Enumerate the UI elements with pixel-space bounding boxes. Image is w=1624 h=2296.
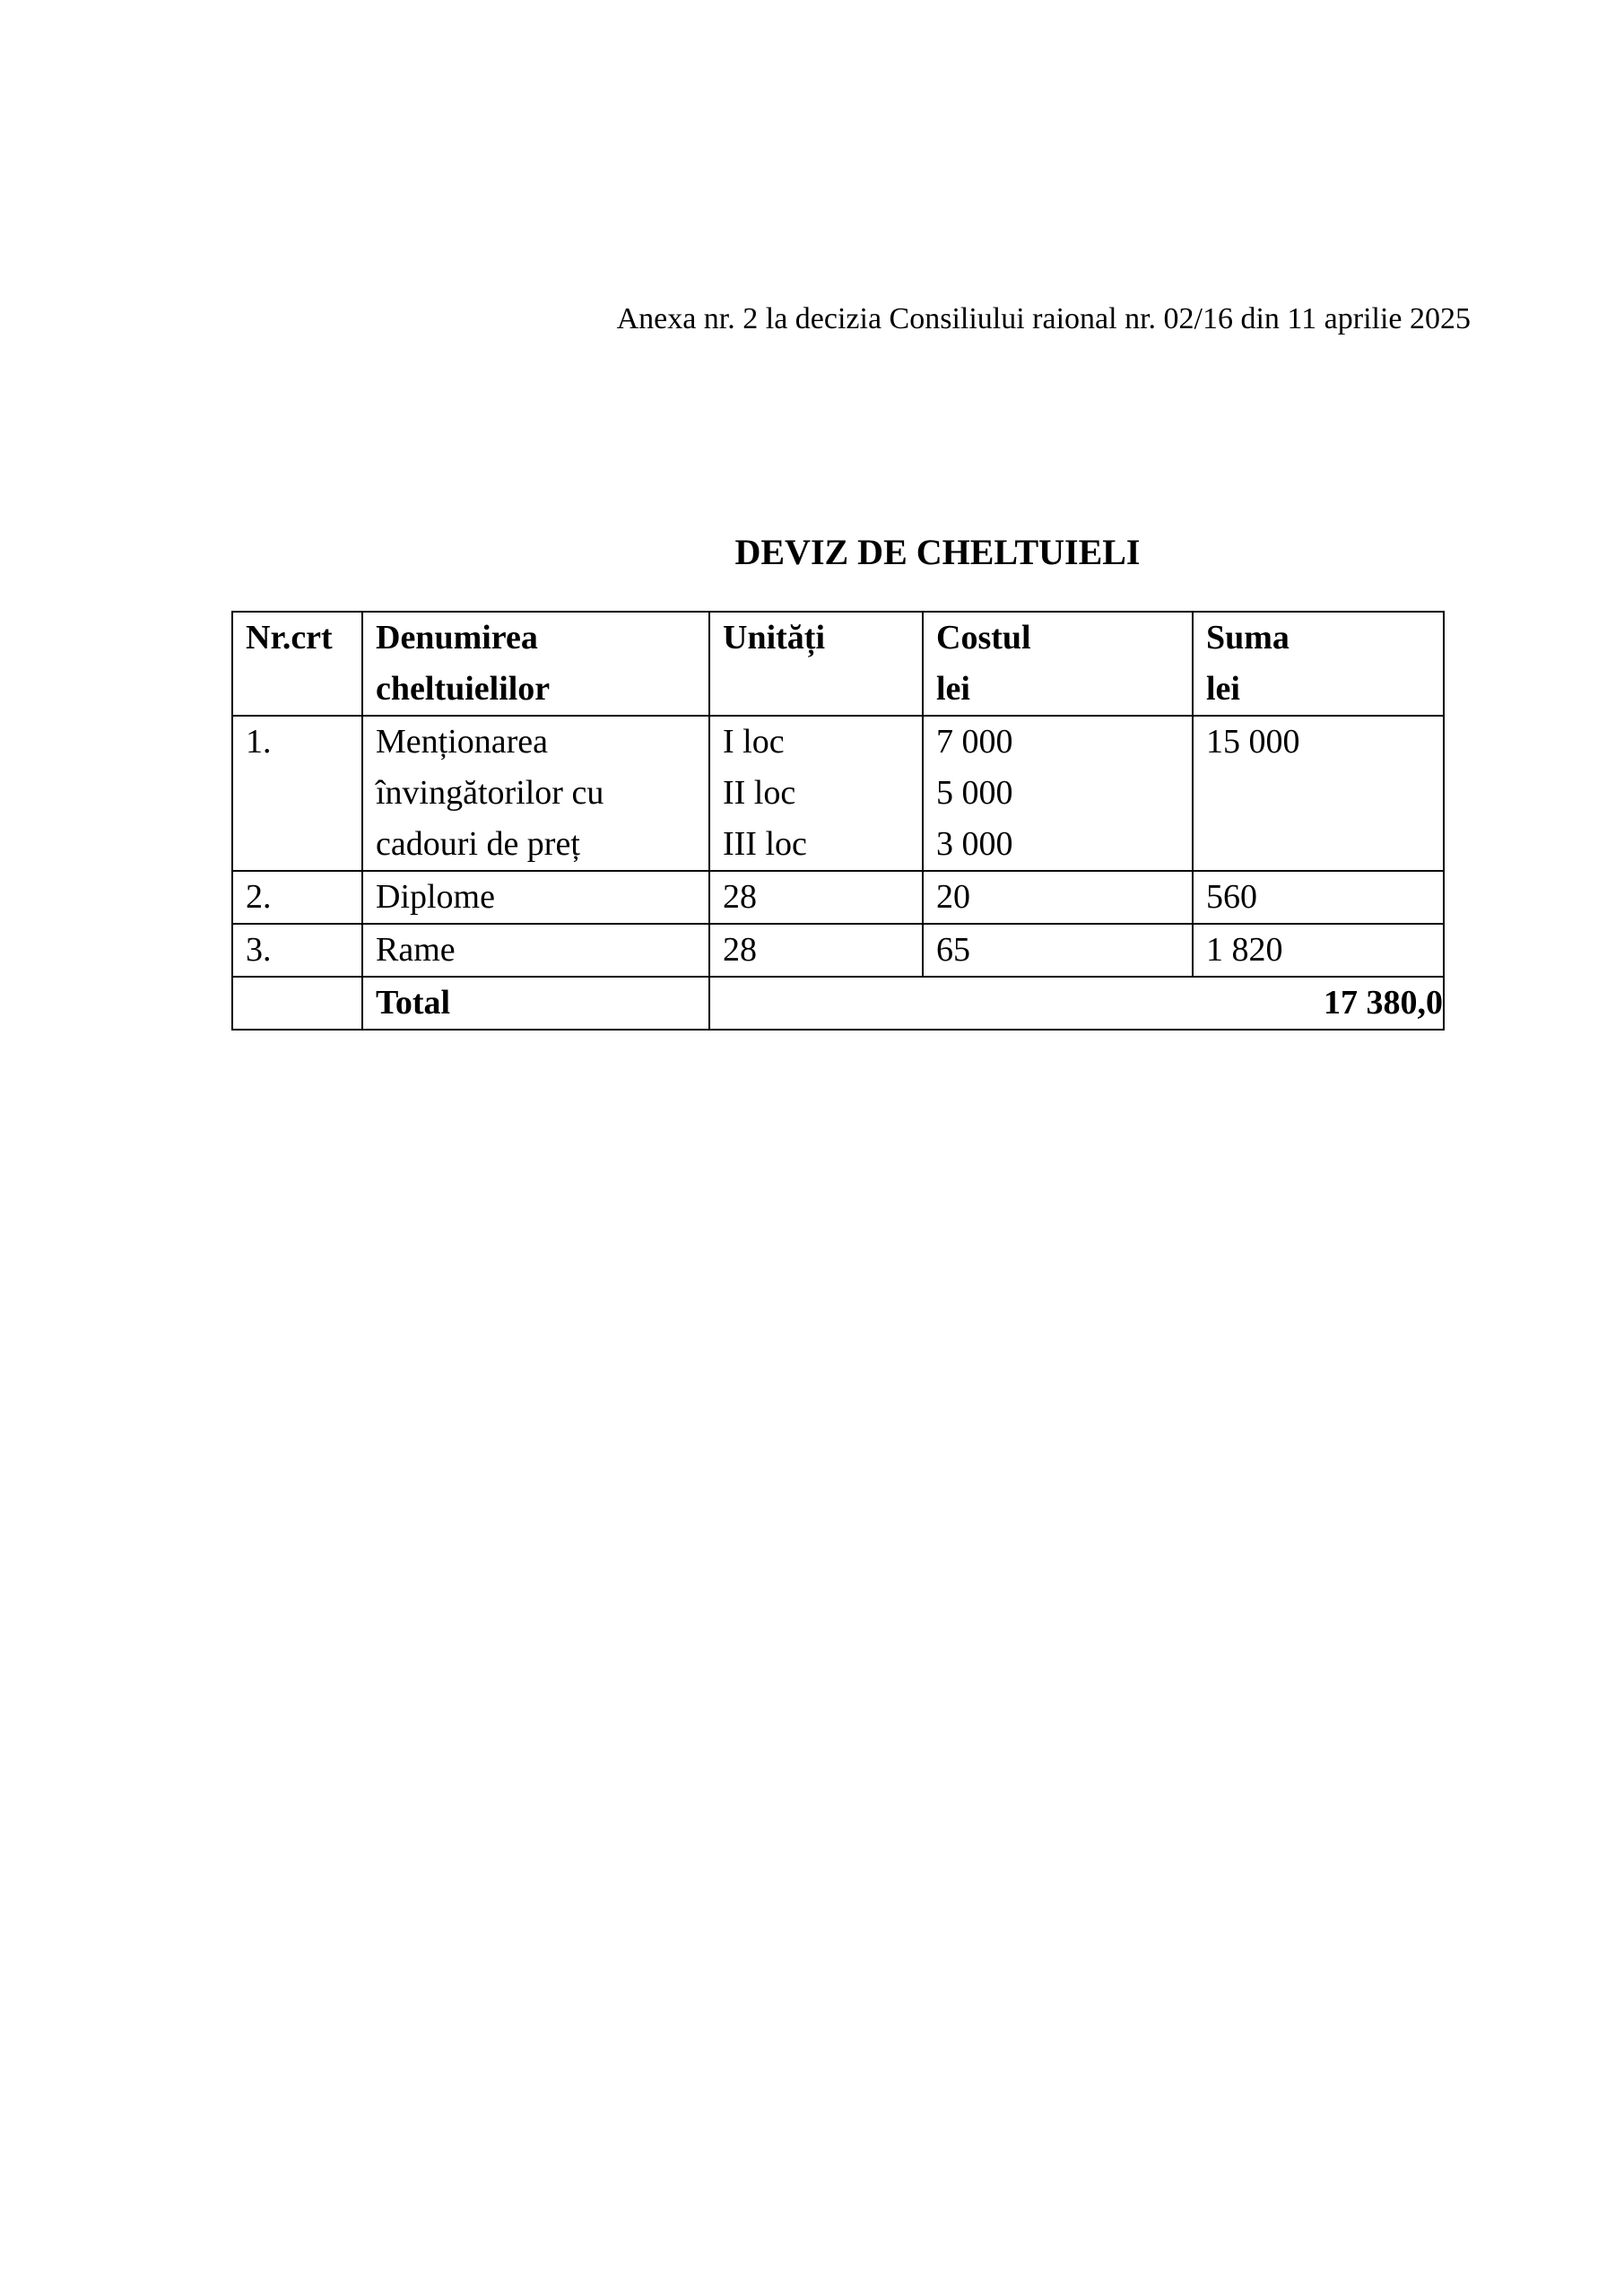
cell-unitati: 28 bbox=[709, 871, 923, 924]
header-nr: Nr.crt bbox=[232, 612, 362, 716]
annex-reference: Anexa nr. 2 la decizia Consiliului raional nr. 02/16 din 11 aprilie 2025 bbox=[616, 302, 1471, 335]
cell-nr: 1. bbox=[232, 716, 362, 871]
table-row bbox=[232, 716, 1444, 871]
total-label: Total bbox=[362, 977, 709, 1030]
cell-suma: 15 000 bbox=[1193, 716, 1444, 871]
cell-denumire: Diplome bbox=[362, 871, 709, 924]
cell-nr: 3. bbox=[232, 924, 362, 977]
cell-nr: 2. bbox=[232, 871, 362, 924]
cell-costul: 7 000 5 000 3 000 bbox=[923, 716, 1193, 871]
cell-unitati: 28 bbox=[709, 924, 923, 977]
table-row bbox=[232, 871, 1444, 924]
cell-empty bbox=[232, 977, 362, 1030]
cell-costul: 65 bbox=[923, 924, 1193, 977]
table-row bbox=[232, 924, 1444, 977]
cell-denumire: Rame bbox=[362, 924, 709, 977]
header-unitati: Unități bbox=[709, 612, 923, 716]
expense-table bbox=[231, 611, 1445, 1031]
header-suma: Suma lei bbox=[1193, 612, 1444, 716]
table-total-row bbox=[232, 977, 1444, 1030]
cell-suma: 560 bbox=[1193, 871, 1444, 924]
total-value: 17 380,0 bbox=[709, 977, 1444, 1030]
header-denumire: Denumirea cheltuielilor bbox=[362, 612, 709, 716]
document-title: DEVIZ DE CHELTUIELI bbox=[734, 532, 1141, 572]
table-header-row bbox=[232, 612, 1444, 716]
header-costul: Costul lei bbox=[923, 612, 1193, 716]
cell-unitati: I loc II loc III loc bbox=[709, 716, 923, 871]
cell-denumire: Menționarea învingătorilor cu cadouri de preț bbox=[362, 716, 709, 871]
cell-costul: 20 bbox=[923, 871, 1193, 924]
cell-suma: 1 820 bbox=[1193, 924, 1444, 977]
